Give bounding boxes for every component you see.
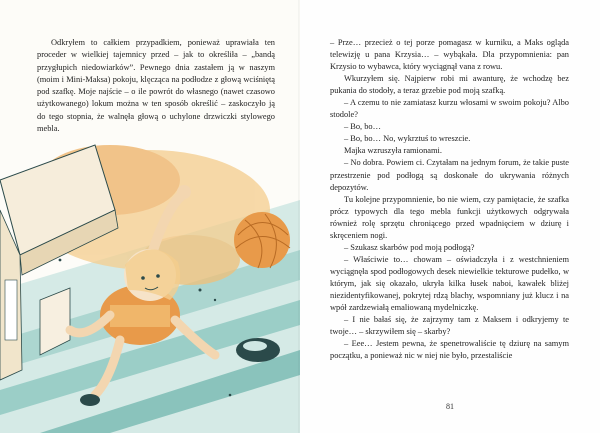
right-paragraph: – No dobra. Powiem ci. Czytałam na jednym forum, że takie puste przestrzenie pod podłogą są doskonałe do ukrywania różnych depozytów. bbox=[330, 158, 569, 192]
right-paragraph: – Eee… Jestem pewna, że spenetrowaliście tę dziurę na samym początku, a ponieważ nic w niej nie było, przestaliście bbox=[330, 339, 569, 361]
right-paragraph: – A czemu to nie zamiatasz kurzu włosami w swoim pokoju? Albo stodole? bbox=[330, 98, 569, 120]
right-paragraph: – Bo, bo… bbox=[344, 122, 381, 132]
shoe bbox=[236, 338, 280, 362]
right-text-block bbox=[330, 37, 569, 362]
right-paragraph: – I nie bałaś się, że zajrzymy tam z Maksem i odkryjemy te twoje… – skrzywiłem się – skarby? bbox=[330, 315, 569, 337]
right-paragraph: – Prze… przecież o tej porze pomagasz w kurniku, a Maks ogląda telewizję u pana Krzysia… – wybąkała. Dla przypomnienia: pan Krzysio to wybawca, który wyciągnął vana z rowu. bbox=[330, 38, 569, 72]
right-paragraph: Majka wzruszyła ramionami. bbox=[344, 146, 442, 156]
right-paragraph: – Właściwie to… chowam – oświadczyła i z westchnieniem wyciągnęła spod podłogowych desek niewielkie tekturowe pudełko, w którym, jak się okazało, ukryła kilka łusek naboi, kawałek bliżej niezidentyfikowanej, pokrytej rdzą blachy, wspomniany już klucz i na wpół zardzewiałą emaliowaną mydelniczkę. bbox=[330, 254, 569, 313]
left-text-block bbox=[37, 37, 275, 135]
right-paragraph: – Bo, bo… No, wykrztuś to wreszcie. bbox=[344, 134, 471, 144]
right-paragraph: Tu kolejne przypomnienie, bo nie wiem, czy pamiętacie, że szafka prócz typowych dla tego mebla funkcji użytkowych odgrywała również rolę sprzętu chroniącego przed wpadnięciem w dziurę i skręceniem nogi. bbox=[330, 194, 569, 240]
yarn-ball bbox=[234, 212, 290, 268]
left-paragraph: Odkryłem to całkiem przypadkiem, ponieważ uprawiała ten proceder w wielkiej tajemnicy przed – jak to określiła – „bandą przygłupich niedowiarków”. Pewnego dnia zastałem ją w naszym (moim i Mini-Maksa) pokoju, klęcząca na podłodze z głową wciśniętą pod szafkę. Moje najście – o ile powrót do własnego (nawet czasowo użytkowanego) lokum można w ten sposób określić – zaskoczyło ją do tego stopnia, że walnęła głową o uchylone drzwiczki stylowego mebla. bbox=[37, 38, 275, 134]
illustration-girl-under-cabinet bbox=[0, 140, 300, 433]
page-number: 81 bbox=[446, 402, 454, 411]
right-paragraph: – Szukasz skarbów pod moją podłogą? bbox=[344, 242, 475, 252]
right-paragraph: Wkurzyłem się. Najpierw robi mi awanturę, że wchodzę bez pukania do stodoły, a teraz grzebie pod moją szafką. bbox=[330, 74, 569, 96]
